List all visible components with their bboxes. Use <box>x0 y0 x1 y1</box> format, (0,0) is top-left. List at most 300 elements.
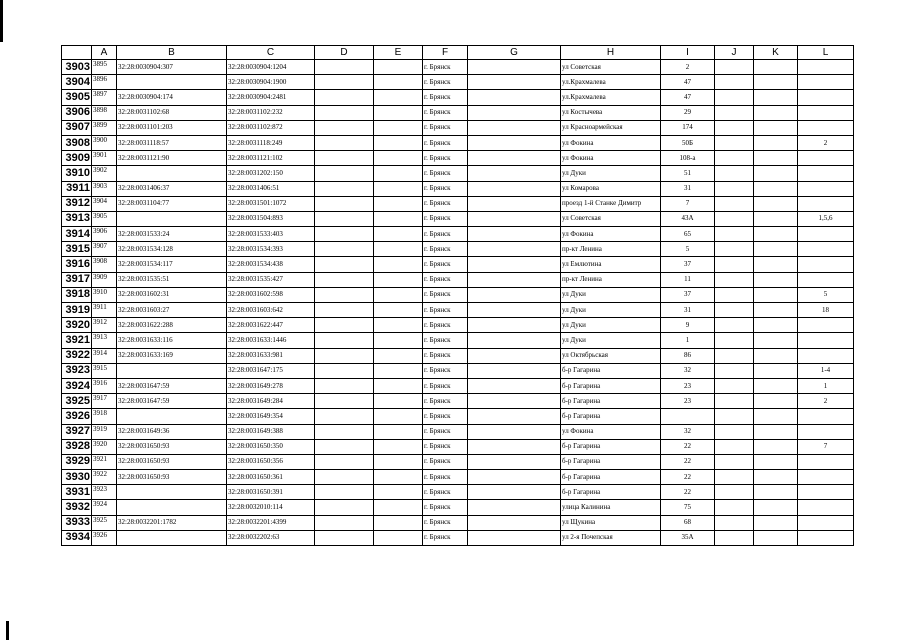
cell-a[interactable]: 3923 <box>92 485 117 500</box>
column-header-k[interactable]: K <box>754 46 798 60</box>
cell-e[interactable] <box>374 272 423 287</box>
cell-b[interactable]: 32:28:0031406:37 <box>117 181 227 196</box>
cell-j[interactable] <box>715 90 754 105</box>
cell-d[interactable] <box>315 348 374 363</box>
cell-d[interactable] <box>315 378 374 393</box>
cell-d[interactable] <box>315 135 374 150</box>
cell-d[interactable] <box>315 227 374 242</box>
column-header-f[interactable]: F <box>423 46 468 60</box>
cell-b[interactable] <box>117 409 227 424</box>
row-number[interactable]: 3907 <box>62 120 92 135</box>
cell-e[interactable] <box>374 196 423 211</box>
cell-b[interactable]: 32:28:0031602:31 <box>117 287 227 302</box>
cell-h[interactable]: ул Емлютина <box>561 257 661 272</box>
column-header-j[interactable]: J <box>715 46 754 60</box>
cell-i[interactable]: 37 <box>661 257 715 272</box>
cell-j[interactable] <box>715 318 754 333</box>
cell-j[interactable] <box>715 242 754 257</box>
cell-d[interactable] <box>315 242 374 257</box>
cell-a[interactable]: 3917 <box>92 394 117 409</box>
cell-l[interactable] <box>798 272 854 287</box>
cell-a[interactable]: 3907 <box>92 242 117 257</box>
cell-e[interactable] <box>374 75 423 90</box>
cell-b[interactable]: 32:28:0031534:117 <box>117 257 227 272</box>
cell-g[interactable] <box>468 409 561 424</box>
cell-j[interactable] <box>715 75 754 90</box>
cell-k[interactable] <box>754 333 798 348</box>
cell-d[interactable] <box>315 287 374 302</box>
cell-l[interactable] <box>798 75 854 90</box>
cell-g[interactable] <box>468 60 561 75</box>
cell-c[interactable]: 32:28:0031650:361 <box>227 470 315 485</box>
cell-c[interactable]: 32:28:0031649:278 <box>227 378 315 393</box>
cell-c[interactable]: 32:28:0031533:403 <box>227 227 315 242</box>
cell-a[interactable]: 3906 <box>92 227 117 242</box>
cell-g[interactable] <box>468 348 561 363</box>
cell-h[interactable]: ул Фокина <box>561 424 661 439</box>
cell-h[interactable]: ул Фокина <box>561 227 661 242</box>
cell-b[interactable] <box>117 500 227 515</box>
cell-c[interactable]: 32:28:0031622:447 <box>227 318 315 333</box>
column-header-l[interactable]: L <box>798 46 854 60</box>
cell-i[interactable]: 22 <box>661 470 715 485</box>
cell-a[interactable]: 3919 <box>92 424 117 439</box>
cell-l[interactable] <box>798 120 854 135</box>
cell-b[interactable]: 32:28:0031647:59 <box>117 394 227 409</box>
cell-g[interactable] <box>468 363 561 378</box>
cell-e[interactable] <box>374 500 423 515</box>
cell-k[interactable] <box>754 348 798 363</box>
cell-k[interactable] <box>754 470 798 485</box>
cell-h[interactable]: б-р Гагарина <box>561 454 661 469</box>
cell-j[interactable] <box>715 120 754 135</box>
cell-e[interactable] <box>374 60 423 75</box>
cell-j[interactable] <box>715 378 754 393</box>
cell-i[interactable]: 47 <box>661 75 715 90</box>
row-number[interactable]: 3921 <box>62 333 92 348</box>
cell-f[interactable]: г. Брянск <box>423 333 468 348</box>
cell-f[interactable]: г. Брянск <box>423 166 468 181</box>
cell-f[interactable]: г. Брянск <box>423 60 468 75</box>
cell-b[interactable]: 32:28:0030904:174 <box>117 90 227 105</box>
cell-l[interactable] <box>798 60 854 75</box>
cell-l[interactable] <box>798 196 854 211</box>
cell-e[interactable] <box>374 515 423 530</box>
cell-l[interactable]: 7 <box>798 439 854 454</box>
cell-k[interactable] <box>754 120 798 135</box>
row-number[interactable]: 3910 <box>62 166 92 181</box>
cell-d[interactable] <box>315 166 374 181</box>
cell-c[interactable]: 32:28:0032201:4399 <box>227 515 315 530</box>
cell-e[interactable] <box>374 242 423 257</box>
cell-g[interactable] <box>468 333 561 348</box>
cell-b[interactable]: 32:28:0031633:169 <box>117 348 227 363</box>
cell-h[interactable]: ул Дуки <box>561 166 661 181</box>
cell-l[interactable] <box>798 151 854 166</box>
cell-f[interactable]: г. Брянск <box>423 151 468 166</box>
cell-l[interactable] <box>798 227 854 242</box>
row-number[interactable]: 3931 <box>62 485 92 500</box>
cell-d[interactable] <box>315 409 374 424</box>
cell-g[interactable] <box>468 75 561 90</box>
row-number[interactable]: 3917 <box>62 272 92 287</box>
cell-h[interactable]: ул Дуки <box>561 287 661 302</box>
row-number[interactable]: 3922 <box>62 348 92 363</box>
cell-j[interactable] <box>715 151 754 166</box>
cell-k[interactable] <box>754 166 798 181</box>
cell-g[interactable] <box>468 272 561 287</box>
cell-f[interactable]: г. Брянск <box>423 500 468 515</box>
cell-j[interactable] <box>715 211 754 226</box>
cell-k[interactable] <box>754 135 798 150</box>
row-number[interactable]: 3918 <box>62 287 92 302</box>
cell-g[interactable] <box>468 181 561 196</box>
cell-k[interactable] <box>754 409 798 424</box>
cell-e[interactable] <box>374 333 423 348</box>
cell-f[interactable]: г. Брянск <box>423 485 468 500</box>
row-number[interactable]: 3933 <box>62 515 92 530</box>
row-number[interactable]: 3919 <box>62 303 92 318</box>
cell-j[interactable] <box>715 287 754 302</box>
cell-f[interactable]: г. Брянск <box>423 105 468 120</box>
cell-l[interactable] <box>798 470 854 485</box>
cell-l[interactable] <box>798 105 854 120</box>
row-number[interactable]: 3911 <box>62 181 92 196</box>
cell-k[interactable] <box>754 60 798 75</box>
cell-b[interactable]: 32:28:0031102:68 <box>117 105 227 120</box>
cell-g[interactable] <box>468 166 561 181</box>
cell-i[interactable]: 22 <box>661 454 715 469</box>
row-number[interactable]: 3932 <box>62 500 92 515</box>
cell-g[interactable] <box>468 485 561 500</box>
cell-l[interactable]: 5 <box>798 287 854 302</box>
cell-i[interactable]: 31 <box>661 303 715 318</box>
cell-c[interactable]: 32:28:0031649:354 <box>227 409 315 424</box>
cell-d[interactable] <box>315 485 374 500</box>
cell-b[interactable]: 32:28:0031647:59 <box>117 378 227 393</box>
cell-e[interactable] <box>374 409 423 424</box>
row-number[interactable]: 3929 <box>62 454 92 469</box>
cell-d[interactable] <box>315 196 374 211</box>
cell-c[interactable]: 32:28:0031504:893 <box>227 211 315 226</box>
cell-d[interactable] <box>315 318 374 333</box>
cell-c[interactable]: 32:28:0032010:114 <box>227 500 315 515</box>
cell-j[interactable] <box>715 439 754 454</box>
cell-l[interactable]: 1 <box>798 378 854 393</box>
cell-b[interactable]: 32:28:0031603:27 <box>117 303 227 318</box>
cell-c[interactable]: 32:28:0031649:284 <box>227 394 315 409</box>
cell-j[interactable] <box>715 515 754 530</box>
cell-a[interactable]: 3900 <box>92 135 117 150</box>
cell-d[interactable] <box>315 105 374 120</box>
cell-k[interactable] <box>754 90 798 105</box>
row-number[interactable]: 3916 <box>62 257 92 272</box>
cell-g[interactable] <box>468 227 561 242</box>
cell-e[interactable] <box>374 485 423 500</box>
cell-k[interactable] <box>754 530 798 545</box>
cell-k[interactable] <box>754 242 798 257</box>
cell-l[interactable] <box>798 181 854 196</box>
cell-f[interactable]: г. Брянск <box>423 242 468 257</box>
cell-e[interactable] <box>374 394 423 409</box>
cell-k[interactable] <box>754 211 798 226</box>
cell-e[interactable] <box>374 318 423 333</box>
cell-j[interactable] <box>715 424 754 439</box>
cell-c[interactable]: 32:28:0030904:1900 <box>227 75 315 90</box>
cell-g[interactable] <box>468 500 561 515</box>
cell-f[interactable]: г. Брянск <box>423 439 468 454</box>
cell-g[interactable] <box>468 257 561 272</box>
cell-k[interactable] <box>754 272 798 287</box>
cell-d[interactable] <box>315 454 374 469</box>
cell-e[interactable] <box>374 303 423 318</box>
cell-l[interactable] <box>798 348 854 363</box>
cell-h[interactable]: б-р Гагарина <box>561 378 661 393</box>
cell-a[interactable]: 3922 <box>92 470 117 485</box>
cell-i[interactable]: 1 <box>661 333 715 348</box>
cell-d[interactable] <box>315 333 374 348</box>
cell-h[interactable]: ул Фокина <box>561 151 661 166</box>
cell-b[interactable]: 32:28:0031535:51 <box>117 272 227 287</box>
cell-j[interactable] <box>715 105 754 120</box>
cell-g[interactable] <box>468 120 561 135</box>
cell-b[interactable]: 32:28:0031533:24 <box>117 227 227 242</box>
cell-a[interactable]: 3926 <box>92 530 117 545</box>
cell-c[interactable]: 32:28:0031534:438 <box>227 257 315 272</box>
cell-h[interactable]: ул Дуки <box>561 303 661 318</box>
cell-b[interactable]: 32:28:0031649:36 <box>117 424 227 439</box>
cell-c[interactable]: 32:28:0031633:1446 <box>227 333 315 348</box>
cell-b[interactable]: 32:28:0031104:77 <box>117 196 227 211</box>
cell-e[interactable] <box>374 257 423 272</box>
cell-i[interactable]: 9 <box>661 318 715 333</box>
cell-a[interactable]: 3920 <box>92 439 117 454</box>
column-header-c[interactable]: C <box>227 46 315 60</box>
cell-c[interactable]: 32:28:0031650:356 <box>227 454 315 469</box>
cell-b[interactable] <box>117 485 227 500</box>
cell-b[interactable]: 32:28:0031650:93 <box>117 470 227 485</box>
cell-l[interactable] <box>798 333 854 348</box>
cell-e[interactable] <box>374 90 423 105</box>
cell-a[interactable]: 3899 <box>92 120 117 135</box>
column-header-d[interactable]: D <box>315 46 374 60</box>
cell-g[interactable] <box>468 135 561 150</box>
cell-f[interactable]: г. Брянск <box>423 318 468 333</box>
cell-e[interactable] <box>374 211 423 226</box>
cell-i[interactable] <box>661 409 715 424</box>
cell-b[interactable] <box>117 75 227 90</box>
cell-f[interactable]: г. Брянск <box>423 424 468 439</box>
row-number[interactable]: 3927 <box>62 424 92 439</box>
cell-i[interactable]: 5 <box>661 242 715 257</box>
row-number[interactable]: 3906 <box>62 105 92 120</box>
cell-c[interactable]: 32:28:0031650:350 <box>227 439 315 454</box>
cell-i[interactable]: 174 <box>661 120 715 135</box>
cell-a[interactable]: 3902 <box>92 166 117 181</box>
cell-h[interactable]: б-р Гагарина <box>561 363 661 378</box>
cell-b[interactable]: 32:28:0031650:93 <box>117 439 227 454</box>
cell-i[interactable]: 23 <box>661 394 715 409</box>
cell-j[interactable] <box>715 227 754 242</box>
cell-a[interactable]: 3924 <box>92 500 117 515</box>
cell-g[interactable] <box>468 242 561 257</box>
cell-j[interactable] <box>715 454 754 469</box>
cell-e[interactable] <box>374 378 423 393</box>
cell-d[interactable] <box>315 75 374 90</box>
cell-b[interactable]: 32:28:0031121:90 <box>117 151 227 166</box>
cell-f[interactable]: г. Брянск <box>423 272 468 287</box>
cell-h[interactable]: ул Дуки <box>561 333 661 348</box>
cell-a[interactable]: 3895 <box>92 60 117 75</box>
cell-d[interactable] <box>315 257 374 272</box>
cell-a[interactable]: 3908 <box>92 257 117 272</box>
cell-l[interactable] <box>798 530 854 545</box>
cell-f[interactable]: г. Брянск <box>423 75 468 90</box>
cell-i[interactable]: 29 <box>661 105 715 120</box>
cell-i[interactable]: 86 <box>661 348 715 363</box>
cell-k[interactable] <box>754 485 798 500</box>
cell-b[interactable] <box>117 211 227 226</box>
cell-i[interactable]: 43А <box>661 211 715 226</box>
cell-c[interactable]: 32:28:0032202:63 <box>227 530 315 545</box>
cell-c[interactable]: 32:28:0031602:598 <box>227 287 315 302</box>
cell-l[interactable] <box>798 409 854 424</box>
cell-h[interactable]: б-р Гагарина <box>561 409 661 424</box>
cell-c[interactable]: 32:28:0031501:1072 <box>227 196 315 211</box>
cell-g[interactable] <box>468 151 561 166</box>
cell-e[interactable] <box>374 135 423 150</box>
cell-d[interactable] <box>315 394 374 409</box>
cell-f[interactable]: г. Брянск <box>423 135 468 150</box>
cell-h[interactable]: ул Комарова <box>561 181 661 196</box>
cell-j[interactable] <box>715 348 754 363</box>
cell-d[interactable] <box>315 211 374 226</box>
cell-h[interactable]: ул Дуки <box>561 318 661 333</box>
cell-f[interactable]: г. Брянск <box>423 530 468 545</box>
cell-j[interactable] <box>715 60 754 75</box>
cell-j[interactable] <box>715 485 754 500</box>
cell-a[interactable]: 3921 <box>92 454 117 469</box>
cell-l[interactable] <box>798 242 854 257</box>
cell-e[interactable] <box>374 120 423 135</box>
cell-c[interactable]: 32:28:0030904:2481 <box>227 90 315 105</box>
cell-a[interactable]: 3916 <box>92 378 117 393</box>
cell-b[interactable]: 32:28:0031633:116 <box>117 333 227 348</box>
cell-a[interactable]: 3915 <box>92 363 117 378</box>
cell-h[interactable]: ул Красноармейская <box>561 120 661 135</box>
column-header-a[interactable]: A <box>92 46 117 60</box>
cell-f[interactable]: г. Брянск <box>423 120 468 135</box>
cell-a[interactable]: 3914 <box>92 348 117 363</box>
cell-j[interactable] <box>715 394 754 409</box>
row-number[interactable]: 3926 <box>62 409 92 424</box>
cell-i[interactable]: 108-а <box>661 151 715 166</box>
cell-j[interactable] <box>715 272 754 287</box>
cell-h[interactable]: ул Фокина <box>561 135 661 150</box>
cell-j[interactable] <box>715 500 754 515</box>
row-number[interactable]: 3915 <box>62 242 92 257</box>
cell-f[interactable]: г. Брянск <box>423 348 468 363</box>
cell-d[interactable] <box>315 120 374 135</box>
cell-k[interactable] <box>754 196 798 211</box>
cell-h[interactable]: ул.Крахмалева <box>561 90 661 105</box>
cell-h[interactable]: ул.Крахмалева <box>561 75 661 90</box>
cell-l[interactable] <box>798 257 854 272</box>
cell-h[interactable]: улица Калинина <box>561 500 661 515</box>
cell-c[interactable]: 32:28:0031649:388 <box>227 424 315 439</box>
cell-h[interactable]: ул 2-я Почепская <box>561 530 661 545</box>
cell-c[interactable]: 32:28:0031118:249 <box>227 135 315 150</box>
cell-f[interactable]: г. Брянск <box>423 454 468 469</box>
cell-i[interactable]: 47 <box>661 90 715 105</box>
cell-l[interactable] <box>798 90 854 105</box>
cell-l[interactable] <box>798 515 854 530</box>
cell-c[interactable]: 32:28:0031202:150 <box>227 166 315 181</box>
cell-h[interactable]: ул Советская <box>561 60 661 75</box>
cell-g[interactable] <box>468 454 561 469</box>
cell-a[interactable]: 3913 <box>92 333 117 348</box>
cell-b[interactable]: 32:28:0032201:1782 <box>117 515 227 530</box>
cell-c[interactable]: 32:28:0031535:427 <box>227 272 315 287</box>
cell-b[interactable] <box>117 530 227 545</box>
cell-i[interactable]: 11 <box>661 272 715 287</box>
row-number[interactable]: 3923 <box>62 363 92 378</box>
cell-l[interactable] <box>798 454 854 469</box>
cell-k[interactable] <box>754 363 798 378</box>
corner-header-cell[interactable] <box>62 46 92 60</box>
cell-d[interactable] <box>315 151 374 166</box>
cell-e[interactable] <box>374 348 423 363</box>
cell-g[interactable] <box>468 211 561 226</box>
cell-a[interactable]: 3911 <box>92 303 117 318</box>
cell-g[interactable] <box>468 424 561 439</box>
cell-a[interactable]: 3897 <box>92 90 117 105</box>
cell-h[interactable]: б-р Гагарина <box>561 439 661 454</box>
cell-d[interactable] <box>315 60 374 75</box>
cell-h[interactable]: б-р Гагарина <box>561 394 661 409</box>
cell-j[interactable] <box>715 166 754 181</box>
cell-f[interactable]: г. Брянск <box>423 211 468 226</box>
cell-k[interactable] <box>754 378 798 393</box>
cell-a[interactable]: 3903 <box>92 181 117 196</box>
cell-l[interactable]: 18 <box>798 303 854 318</box>
cell-k[interactable] <box>754 454 798 469</box>
cell-h[interactable]: ул Октябрьская <box>561 348 661 363</box>
cell-j[interactable] <box>715 257 754 272</box>
cell-j[interactable] <box>715 181 754 196</box>
cell-e[interactable] <box>374 454 423 469</box>
cell-c[interactable]: 32:28:0030904:1204 <box>227 60 315 75</box>
cell-c[interactable]: 32:28:0031102:872 <box>227 120 315 135</box>
row-number[interactable]: 3934 <box>62 530 92 545</box>
cell-i[interactable]: 31 <box>661 181 715 196</box>
cell-h[interactable]: ул Щукина <box>561 515 661 530</box>
cell-i[interactable]: 32 <box>661 363 715 378</box>
cell-g[interactable] <box>468 470 561 485</box>
cell-k[interactable] <box>754 75 798 90</box>
cell-k[interactable] <box>754 439 798 454</box>
cell-k[interactable] <box>754 303 798 318</box>
cell-g[interactable] <box>468 394 561 409</box>
cell-i[interactable]: 37 <box>661 287 715 302</box>
cell-e[interactable] <box>374 105 423 120</box>
cell-l[interactable]: 2 <box>798 135 854 150</box>
cell-f[interactable]: г. Брянск <box>423 257 468 272</box>
cell-k[interactable] <box>754 318 798 333</box>
cell-l[interactable] <box>798 318 854 333</box>
cell-f[interactable]: г. Брянск <box>423 378 468 393</box>
cell-h[interactable]: проезд 1-й Станке Димитр <box>561 196 661 211</box>
